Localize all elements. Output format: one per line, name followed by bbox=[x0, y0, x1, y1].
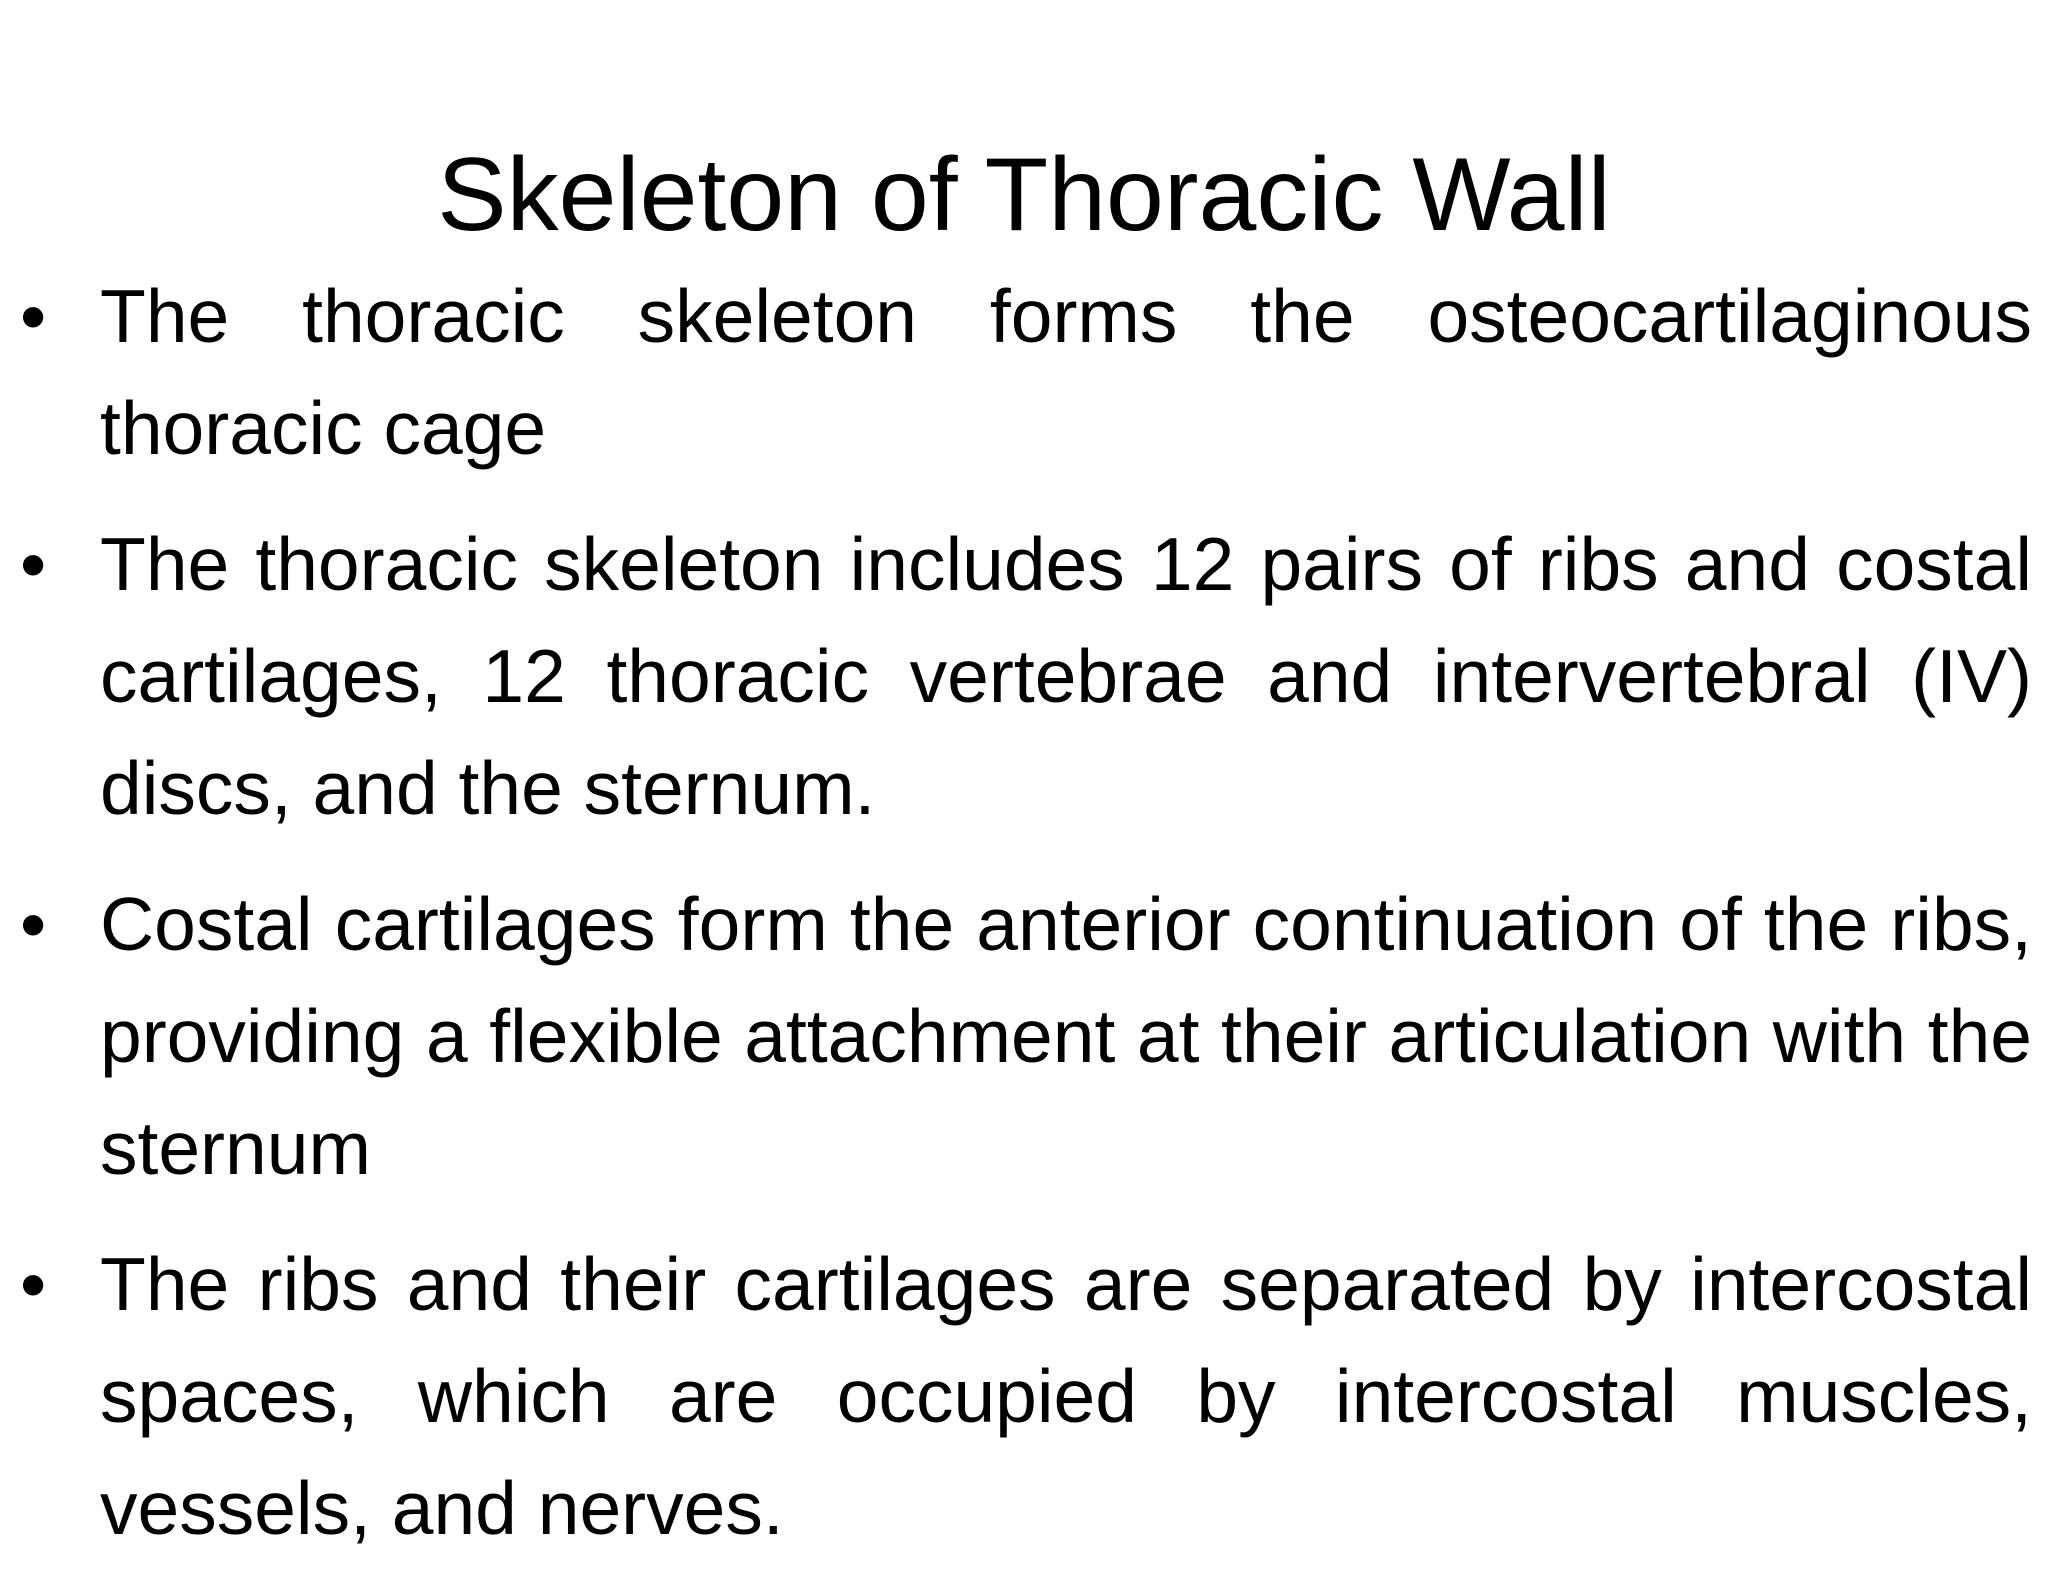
bullet-text: The thoracic skeleton includes 12 pairs of ribs and costal cartilages, 12 thoracic vertebrae and intervertebral (IV) discs, and the sternum. bbox=[100, 522, 2032, 830]
slide-title: Skeleton of Thoracic Wall bbox=[437, 137, 1611, 253]
bullet-marker: • bbox=[20, 274, 47, 358]
bullet-list bbox=[20, 260, 2032, 1588]
bullet-item bbox=[20, 1228, 2032, 1564]
bullet-item bbox=[20, 868, 2032, 1204]
bullet-item bbox=[20, 508, 2032, 844]
bullet-marker: • bbox=[20, 1242, 47, 1326]
bullet-item bbox=[20, 260, 2032, 484]
bullet-text: The thoracic skeleton forms the osteocartilaginous thoracic cage bbox=[100, 274, 2032, 470]
bullet-text: The ribs and their cartilages are separated by intercostal spaces, which are occupied by intercostal muscles, vessels, and nerves. bbox=[100, 1242, 2032, 1550]
bullet-text: Costal cartilages form the anterior continuation of the ribs, providing a flexible attachment at their articulation with the sternum bbox=[100, 882, 2032, 1190]
bullet-marker: • bbox=[20, 522, 47, 606]
bullet-marker: • bbox=[20, 882, 47, 966]
